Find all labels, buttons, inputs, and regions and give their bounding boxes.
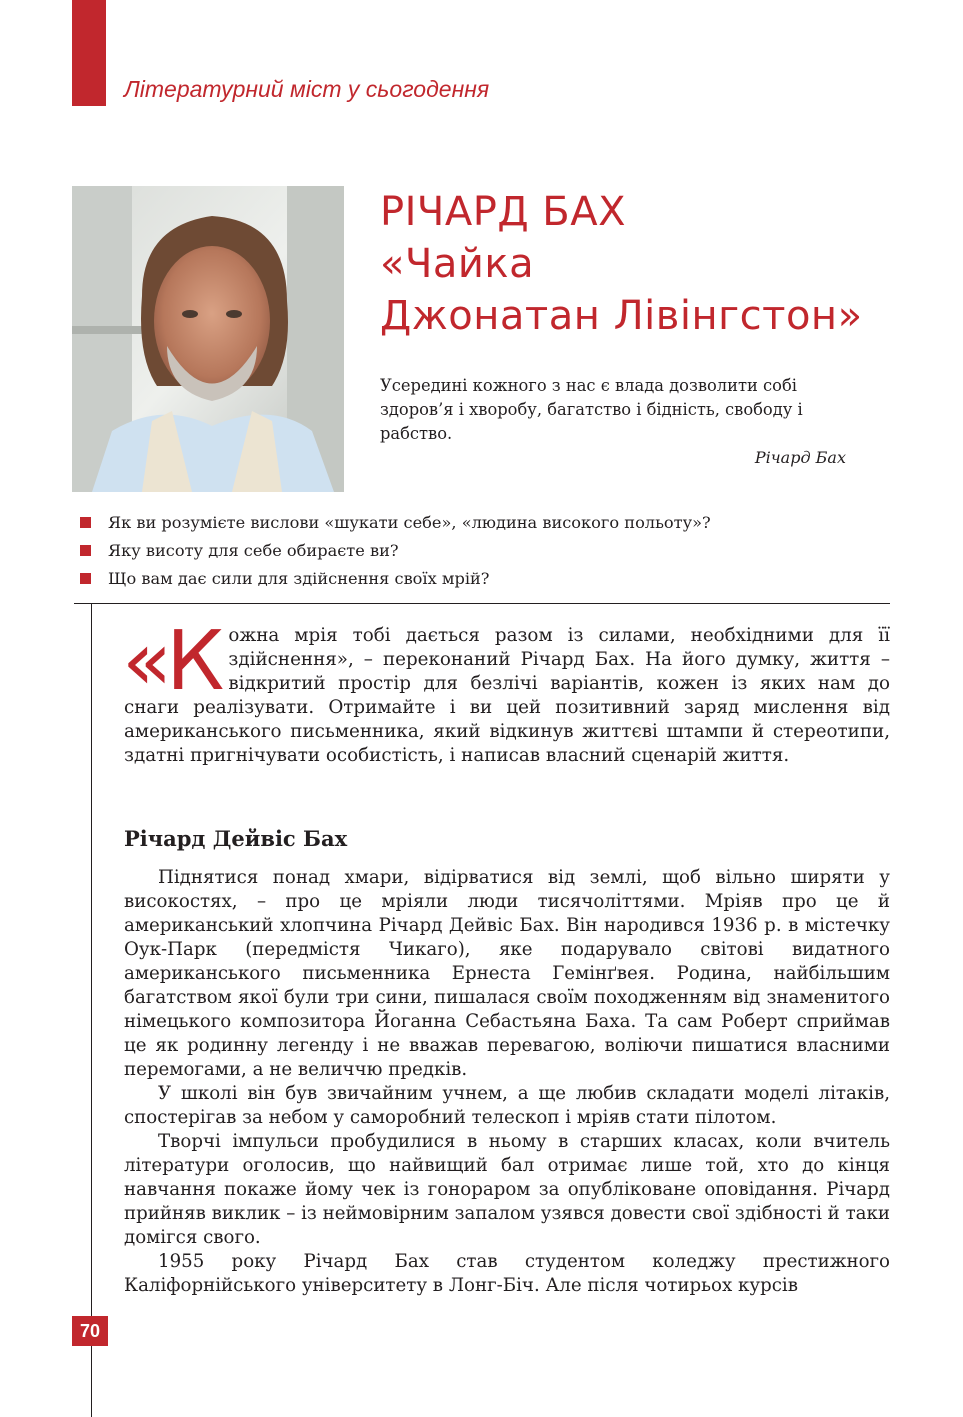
body-text	[124, 866, 890, 1298]
vertical-divider	[91, 603, 92, 1417]
work-title-line1: «Чайка	[380, 241, 535, 287]
horizontal-divider	[74, 603, 890, 604]
header-red-tab	[72, 0, 106, 106]
square-bullet-icon	[80, 573, 91, 584]
intro-paragraph	[122, 614, 890, 768]
epigraph-author: Річард Бах	[754, 448, 846, 467]
square-bullet-icon	[80, 517, 91, 528]
work-title-line2: Джонатан Лівінгстон»	[380, 293, 863, 339]
section-heading: Річард Дейвіс Бах	[124, 826, 348, 851]
questions-list	[80, 512, 711, 596]
body-paragraph: Піднятися понад хмари, відірватися від землі, щоб вільно ширяти у високостях, – про це мріяли люди тисячоліттями. Мріяв про це й американський хлопчина Річард Дейвіс Бах. Він народився 1936 р. в містечку Оук-Парк (передмістя Чикаго), яке подарувало світові видатного американського письменника Ернеста Гемінґвея. Родина, найбільшим багатством якої були три сини, пишалася своїм походженням від знаменитого німецького композитора Йоганна Себастьяна Баха. Та сам Роберт сприймав це як родинну легенду і не вважав перевагою, воліючи пишатися власними перемогами, а не величчю предків.	[124, 867, 890, 1080]
question-item: Як ви розумієте вислови «шукати себе», «людина високого польоту»?	[80, 512, 711, 540]
body-paragraph: У школі він був звичайним учнем, а ще любив складати моделі літаків, спостерігав за небом у саморобний телескоп і мріяв стати пілотом.	[124, 1083, 890, 1128]
question-item: Яку висоту для себе обираєте ви?	[80, 540, 711, 568]
question-item: Що вам дає сили для здійснення своїх мрій?	[80, 568, 711, 596]
square-bullet-icon	[80, 545, 91, 556]
author-portrait-photo	[72, 186, 344, 492]
epigraph-text: Усередині кожного з нас є влада дозволити собі здоров’я і хворобу, багатство і бідність, свободу і рабство.	[380, 376, 803, 443]
dropcap: «К	[122, 614, 219, 709]
intro-text: ожна мрія тобі дається разом із силами, необхідними для її здійснення», – переконаний Річард Бах. На його думку, життя – відкритий простір для безлічі варіантів, кожен із яких нам до снаги реалізувати. Отримайте і ви цей позитивний заряд мислення від американського письменника, який відкинув життєві штампи й стереотипи, здатні пригнічувати особистість, і написав власний сценарій життя.	[124, 625, 890, 766]
section-header: Літературний міст у сьогодення	[124, 76, 490, 102]
title-block	[380, 186, 863, 342]
body-paragraph: Творчі імпульси пробудилися в ньому в старших класах, коли вчитель літератури оголосив, що найвищий бал отримає лише той, хто до кінця навчання покаже йому чек із гонораром за опубліковане оповідання. Річард прийняв виклик – із неймовірним запалом узявся довести свої здібності й таки домігся свого.	[124, 1131, 890, 1248]
author-title: РІЧАРД БАХ	[380, 189, 626, 235]
page-number: 70	[72, 1316, 108, 1346]
body-paragraph: 1955 року Річард Бах став студентом коледжу престижного Каліфорнійського університету в Лонг-Біч. Але після чотирьох курсів	[124, 1251, 890, 1296]
